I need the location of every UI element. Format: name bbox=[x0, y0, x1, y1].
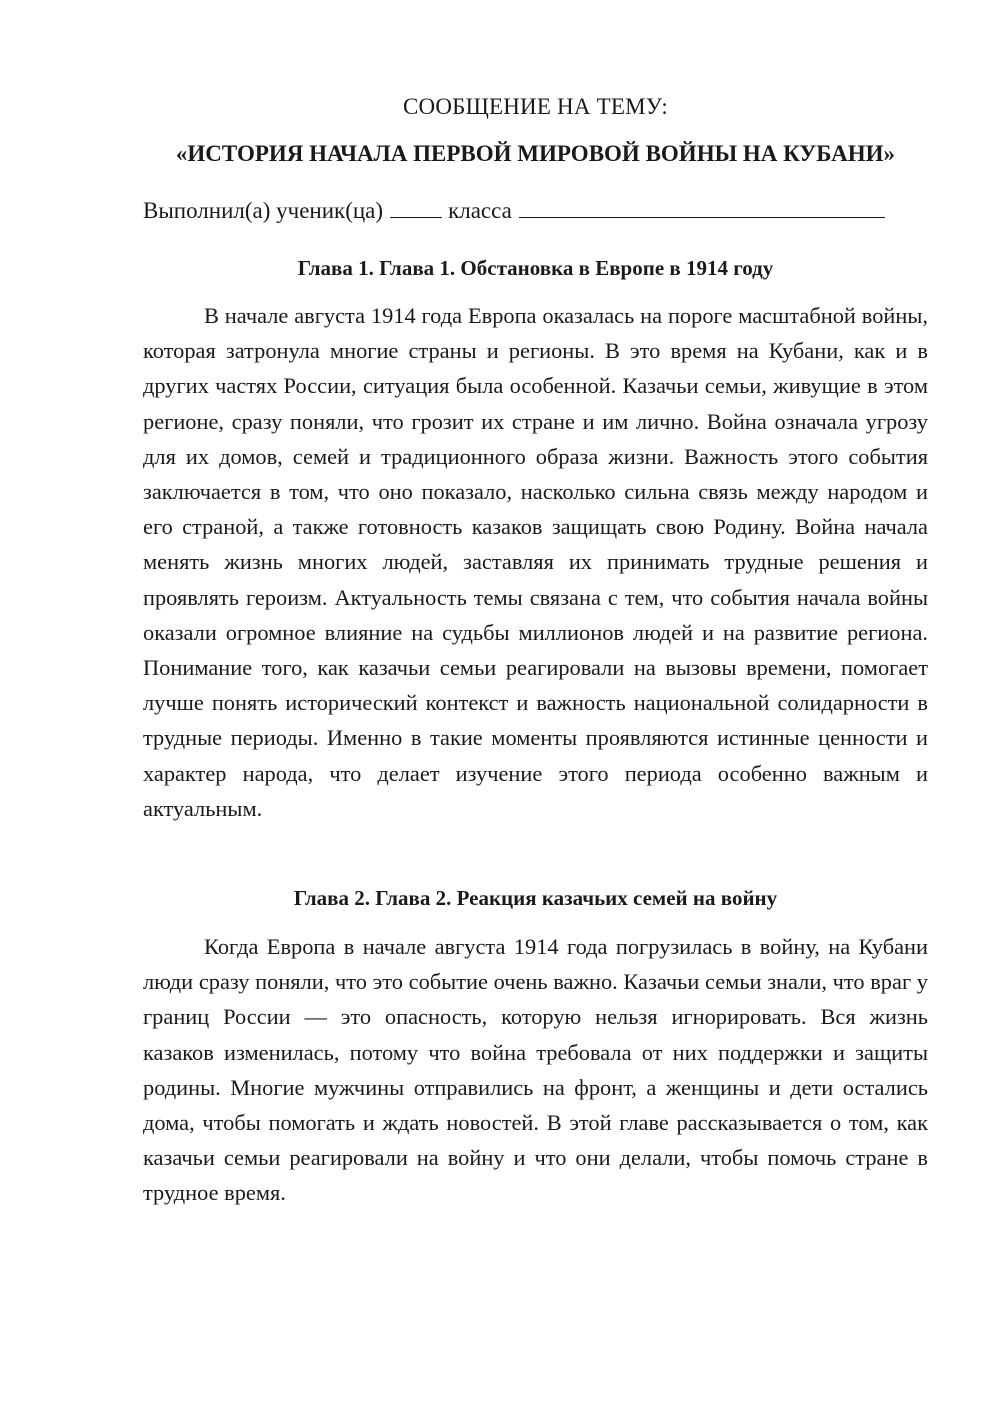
name-blank-field bbox=[519, 197, 885, 218]
chapter-2-paragraph: Когда Европа в начале августа 1914 года погрузилась в войну, на Кубани люди сразу поняли, что это событие очень важно. Казачьи семьи знали, что враг у границ России — это опасность, которую нельзя игнорировать. Вся жизнь казаков изменилась, потому что война требовала от них поддержки и защиты родины. Многие мужчины отправились на фронт, а женщины и дети остались дома, чтобы помогать и ждать новостей. В этой главе рассказывается о том, как казачьи семьи реагировали на войну и что они делали, чтобы помочь стране в трудное время. bbox=[143, 934, 928, 1206]
author-label: Выполнил(а) ученик(ца) bbox=[143, 198, 384, 223]
chapter-1-title: Глава 1. Глава 1. Обстановка в Европе в 1914 году bbox=[297, 256, 774, 280]
chapter-1-paragraph: В начале августа 1914 года Европа оказалась на пороге масштабной войны, которая затронула многие страны и регионы. В это время на Кубани, как и в других частях России, ситуация была особенной. Казачьи семьи, живущие в этом регионе, сразу поняли, что грозит их стране и им лично. Война означала угрозу для их домов, семей и традиционного образа жизни. Важность этого события заключается в том, что оно показало, насколько сильна связь между народом и его страной, а также готовность казаков защищать свою Родину. Война начала менять жизнь многих людей, заставляя их принимать трудные решения и проявлять героизм. Актуальность темы связана с тем, что события начала войны оказали огромное влияние на судьбы миллионов людей и на развитие региона. Понимание того, как казачьи семьи реагировали на вызовы времени, помогает лучше понять исторический контекст и важность национальной солидарности в трудные периоды. Именно в такие моменты проявляются истинные ценности и характер народа, что делает изучение этого периода особенно важным и актуальным. bbox=[143, 303, 928, 821]
chapter-2-title: Глава 2. Глава 2. Реакция казачьих семей на войну bbox=[293, 886, 778, 910]
grade-blank-field bbox=[390, 197, 442, 218]
class-label: класса bbox=[448, 198, 512, 223]
document-title: «ИСТОРИЯ НАЧАЛА ПЕРВОЙ МИРОВОЙ ВОЙНЫ НА КУБАНИ» bbox=[175, 141, 896, 166]
author-line bbox=[143, 197, 928, 224]
document-header-label: СООБЩЕНИЕ НА ТЕМУ: bbox=[403, 94, 668, 119]
